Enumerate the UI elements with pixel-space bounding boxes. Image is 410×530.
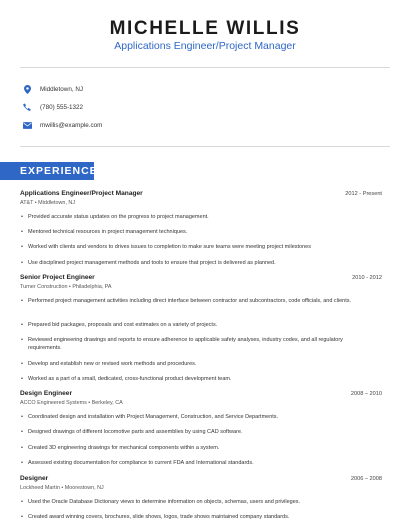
location-text: Middletown, NJ: [40, 85, 84, 93]
candidate-role: Applications Engineer/Project Manager: [114, 40, 296, 52]
job-bullet: • Worked with clients and vendors to drives issues to completion to make sure teams were meeting project milestones: [20, 243, 365, 251]
job-company: Lockheed Martin • Moorestown, NJ: [20, 485, 104, 491]
job-bullet: • Prepared bid packages, proposals and cost estimates on a variety of projects.: [20, 321, 365, 329]
job-bullet: • Created award winning covers, brochures, slide shows, logos, trade shows maintained company standards.: [20, 513, 365, 521]
job-bullet: • Develop and establish new or revised work methods and procedures.: [20, 360, 365, 368]
candidate-name: MICHELLE WILLIS: [109, 18, 301, 39]
job-company: AT&T • Middletown, NJ: [20, 200, 76, 206]
section-heading-label: EXPERIENCE: [20, 165, 98, 177]
job-title: Design Engineer: [20, 390, 73, 397]
job-company: Turner Construction • Philadelphia, PA: [20, 284, 112, 290]
job-bullet: • Reviewed engineering drawings and reports to ensure adherence to applicable safety analyses, industry codes, and all regulatory requirements.: [20, 336, 365, 352]
job-title: Senior Project Engineer: [20, 274, 95, 281]
job-dates: 2010 - 2012: [352, 275, 382, 281]
section-heading-experience: [0, 162, 98, 180]
contact-divider: [20, 146, 390, 147]
job-bullet: • Created 3D engineering drawings for mechanical components within a system.: [20, 444, 365, 452]
email-text: mwillis@example.com: [40, 121, 103, 129]
header-divider: [20, 67, 390, 68]
job-bullet: • Coordinated design and installation with Project Management, Construction, and Service Departments.: [20, 413, 365, 421]
job-dates: 2006 – 2008: [350, 476, 382, 482]
envelope-icon: [22, 120, 32, 130]
job-bullet: • Mentored technical resources in project management techniques.: [20, 228, 365, 236]
job-title: Applications Engineer/Project Manager: [20, 190, 143, 197]
contact-location: [22, 83, 83, 95]
job-company: ACCO Engineered Systems • Berkeley, CA: [20, 400, 123, 406]
job-bullet: • Performed project management activities including direct interface between contractor and subcontractors, code officials, and clients.: [20, 297, 365, 305]
job-title: Designer: [20, 475, 49, 482]
job-bullet: • Provided accurate status updates on the progress to project management.: [20, 213, 365, 221]
contact-email: [22, 119, 102, 131]
job-bullet: • Assessed existing documentation for compliance to current FDA and International standards.: [20, 459, 365, 467]
job-bullet: • Used the Oracle Database Dictionary views to determine information on objects, schemas, users and privileges.: [20, 498, 365, 506]
job-bullet: • Use disciplined project management methods and tools to ensure that project is delivered as planned.: [20, 259, 365, 267]
phone-icon: [22, 102, 32, 112]
job-bullet: • Designed drawings of different locomotive parts and assemblies by using CAD software.: [20, 428, 365, 436]
phone-text: (780) 555-1322: [40, 103, 84, 111]
job-dates: 2008 – 2010: [350, 391, 382, 397]
map-pin-icon: [22, 84, 32, 94]
job-bullet: • Worked as a part of a small, dedicated, cross-functional product development team.: [20, 375, 365, 383]
contact-phone: [22, 101, 83, 113]
job-dates: 2012 - Present: [345, 191, 382, 197]
